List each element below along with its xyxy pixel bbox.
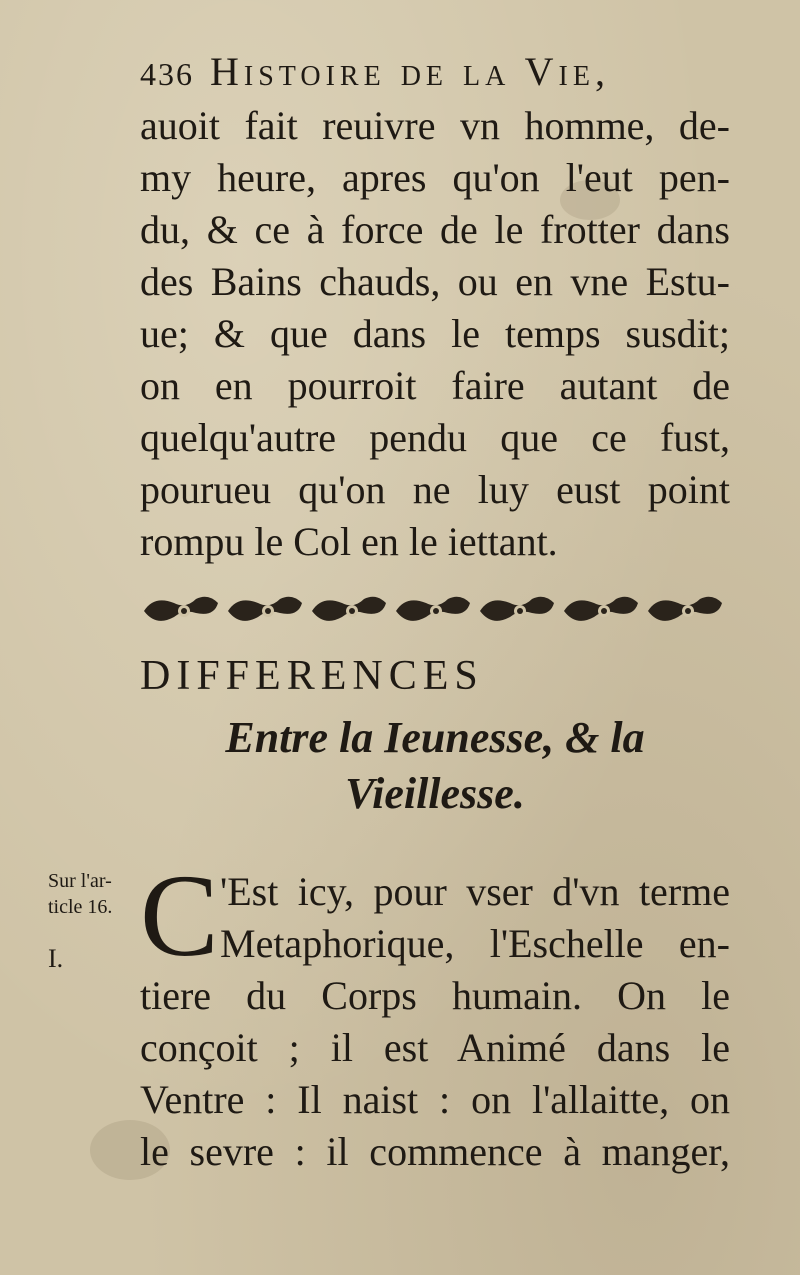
text-line: ue; & que dans le temps susdit; — [140, 311, 730, 356]
margin-note — [48, 868, 138, 920]
drop-capital: C — [140, 850, 219, 981]
margin-note-line: ticle 16. — [48, 896, 113, 918]
text-line: pourueu qu'on ne luy eust point — [140, 467, 730, 512]
text-line: Ventre : Il naist : on l'allaitte, on — [140, 1077, 730, 1122]
text-line: Metaphorique, l'Eschelle en- — [220, 921, 730, 966]
section-subtitle-continued: Vieillesse. — [345, 769, 525, 818]
text-line: on en pourroit faire autant de — [140, 363, 730, 408]
text-line: my heure, apres qu'on l'eut pen- — [140, 155, 730, 200]
margin-number: I. — [48, 944, 64, 973]
section-heading: DIFFERENCES — [140, 653, 484, 699]
text-line: rompu le Col en le iettant. — [140, 519, 558, 564]
running-header — [140, 48, 720, 98]
ornament-unit — [144, 597, 218, 621]
text-line: auoit fait reuivre vn homme, de- — [140, 103, 730, 148]
text-line: le sevre : il commence à manger, — [140, 1129, 730, 1174]
margin-note-line: Sur l'ar- — [48, 870, 112, 892]
text-line: conçoit ; il est Animé dans le — [140, 1025, 730, 1070]
section-subtitle: Entre la Ieunesse, & la — [225, 713, 645, 762]
page-number: 436 — [140, 56, 194, 92]
text-line: 'Est icy, pour vser d'vn terme — [220, 869, 730, 914]
running-title: Histoire de la Vie, — [210, 49, 610, 94]
text-line: tiere du Corps humain. On le — [140, 973, 730, 1018]
text-line: des Bains chauds, ou en vne Estu- — [140, 259, 730, 304]
text-line: du, & ce à force de le frotter dans — [140, 207, 730, 252]
text-line: quelqu'autre pendu que ce fust, — [140, 415, 730, 460]
ornament-band — [140, 592, 730, 630]
